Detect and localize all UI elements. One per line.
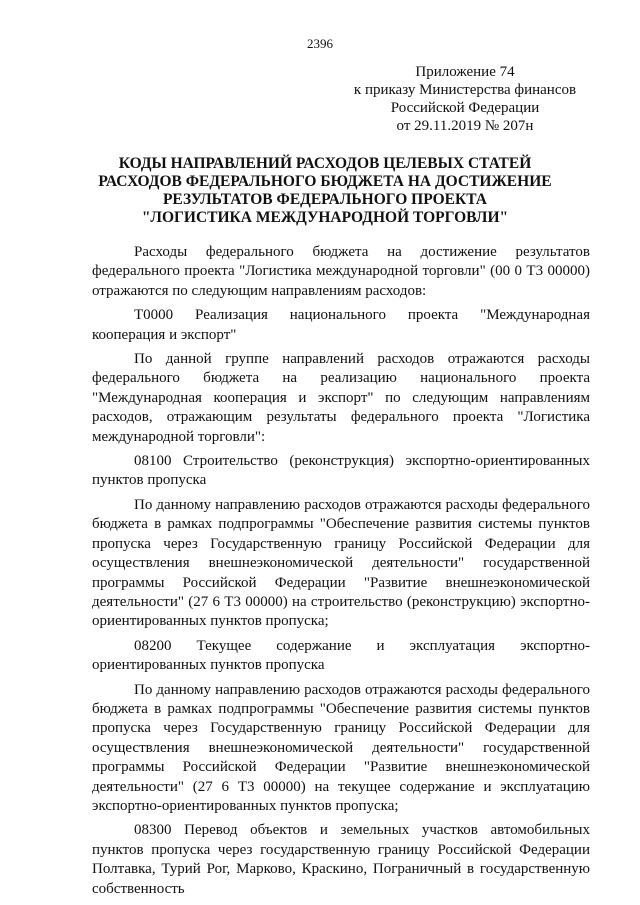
appendix-line: Приложение 74	[415, 64, 515, 80]
paragraph: По данной группе направлений расходов отражаются расходы федерального бюджета на реализацию национального проекта "Международная кооперация и экспорт" по следующим направлениям расходов, отражающим результаты федерального проекта "Логистика международной торговли":	[92, 351, 590, 445]
title-line: "ЛОГИСТИКА МЕЖДУНАРОДНОЙ ТОРГОВЛИ"	[141, 209, 509, 226]
paragraph: Расходы федерального бюджета на достижение результатов федерального проекта "Логистика международной торговли" (00 0 Т3 00000) отражаются по следующим направлениям расходов:	[92, 244, 590, 299]
title-line: КОДЫ НАПРАВЛЕНИЙ РАСХОДОВ ЦЕЛЕВЫХ СТАТЕЙ	[118, 155, 532, 172]
paragraph: 08200 Текущее содержание и эксплуатация экспортно-ориентированных пунктов пропуска	[92, 637, 590, 674]
paragraph: Т0000 Реализация национального проекта "Международная кооперация и экспорт"	[92, 307, 590, 343]
title-line: РАСХОДОВ ФЕДЕРАЛЬНОГО БЮДЖЕТА НА ДОСТИЖЕНИЕ	[98, 173, 552, 190]
document-body	[92, 243, 590, 899]
appendix-header	[330, 63, 600, 135]
paragraph: По данному направлению расходов отражаются расходы федерального бюджета в рамках подпрограммы "Обеспечение развития системы пунктов пропуска через Государственную границу Российской Федерации для осуществления внешнеэкономической деятельности" государственной программы Российской Федерации "Развитие внешнеэкономической деятельности" (27 6 Т3 00000) на строительство (реконструкцию) экспортно-ориентированных пунктов пропуска;	[92, 496, 590, 630]
paragraph: По данному направлению расходов отражаются расходы федерального бюджета в рамках подпрограммы "Обеспечение развития системы пунктов пропуска через Государственную границу Российской Федерации для осуществления внешнеэкономической деятельности" государственной программы Российской Федерации "Развитие внешнеэкономической деятельности" (27 6 Т3 00000) на текущее содержание и эксплуатацию экспортно-ориентированных пунктов пропуска;	[92, 681, 590, 814]
appendix-line: к приказу Министерства финансов	[353, 82, 577, 98]
paragraph: 08300 Перевод объектов и земельных участков автомобильных пунктов пропуска через государственную границу Российской Федерации Полтавка, Турий Рог, Марково, Краскино, Пограничный в государственную собственность	[92, 822, 590, 897]
appendix-line: от 29.11.2019 № 207н	[396, 118, 534, 134]
document-title	[90, 155, 560, 227]
appendix-line: Российской Федерации	[390, 100, 540, 116]
page-number: 2396	[307, 36, 333, 51]
paragraph: 08100 Строительство (реконструкция) экспортно-ориентированных пунктов пропуска	[92, 453, 590, 489]
title-line: РЕЗУЛЬТАТОВ ФЕДЕРАЛЬНОГО ПРОЕКТА	[162, 191, 488, 208]
